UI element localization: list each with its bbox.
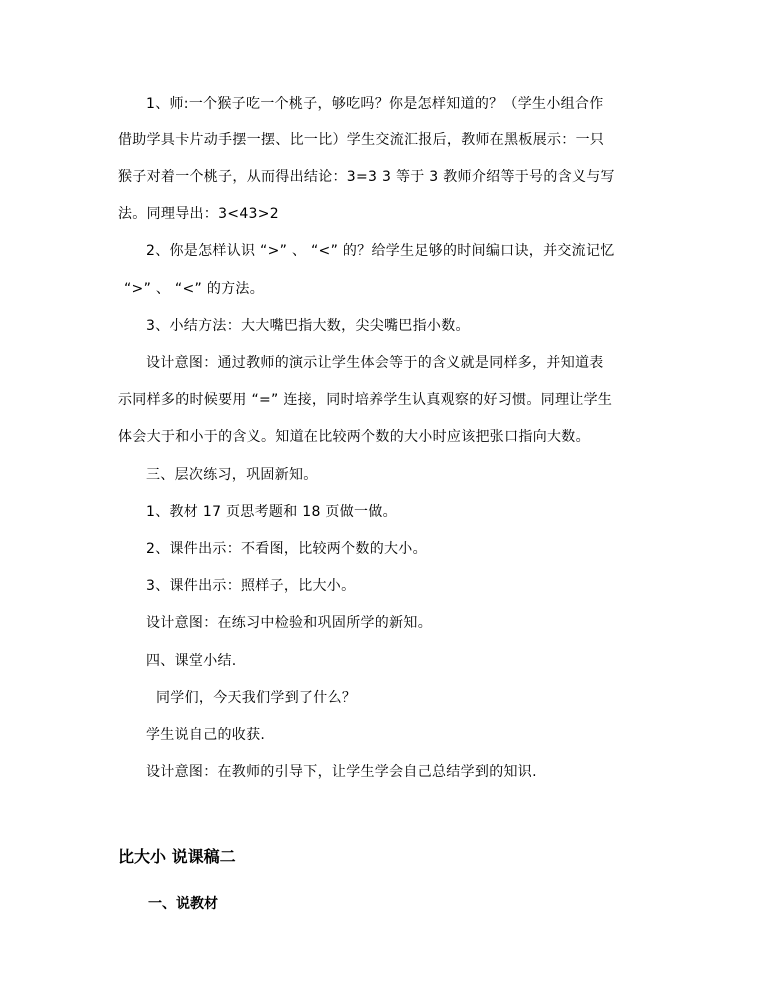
paragraph-line-14: 3、课件出示：照样子，比大小。 <box>146 578 356 594</box>
paragraph-line-15: 设计意图：在练习中检验和巩固所学的新知。 <box>146 615 432 631</box>
paragraph-line-16: 四、课堂小结. <box>146 653 237 669</box>
section-title: 比大小 说课稿二 <box>118 847 236 866</box>
paragraph-line-10: 体会大于和小于的含义。知道在比较两个数的大小时应该把张口指向大数。 <box>118 429 590 445</box>
paragraph-line-9: 示同样多的时候要用 “=” 连接，同时培养学生认真观察的好习惯。同理让学生 <box>118 392 613 408</box>
paragraph-line-5: 2、你是怎样认识 “>” 、 “<” 的？给学生足够的时间编口诀，并交流记忆 <box>146 243 615 259</box>
paragraph-line-17: 同学们，今天我们学到了什么？ <box>156 690 357 706</box>
paragraph-line-8: 设计意图：通过教师的演示让学生体会等于的含义就是同样多，并知道表 <box>146 355 604 371</box>
paragraph-line-19: 设计意图：在教师的引导下，让学生学会自己总结学到的知识. <box>146 764 537 780</box>
paragraph-line-3: 猴子对着一个桃子，从而得出结论：3=3 3 等于 3 教师介绍等于号的含义与写 <box>118 169 615 185</box>
paragraph-line-13: 2、课件出示：不看图，比较两个数的大小。 <box>146 541 427 557</box>
paragraph-line-12: 1、教材 17 页思考题和 18 页做一做。 <box>146 504 397 520</box>
paragraph-line-7: 3、小结方法：大大嘴巴指大数，尖尖嘴巴指小数。 <box>146 318 470 334</box>
paragraph-line-1: 1、师:一个猴子吃一个桃子，够吃吗？你是怎样知道的？（学生小组合作 <box>146 96 604 112</box>
subsection-title: 一、说教材 <box>148 896 218 912</box>
paragraph-line-4: 法。同理导出：3<43>2 <box>118 206 279 222</box>
paragraph-line-2: 借助学具卡片动手摆一摆、比一比）学生交流汇报后，教师在黑板展示：一只 <box>118 132 605 148</box>
paragraph-line-6: “>” 、 “<” 的方法。 <box>124 281 265 297</box>
paragraph-line-11: 三、层次练习，巩固新知。 <box>146 467 318 483</box>
paragraph-line-18: 学生说自己的收获. <box>146 727 266 743</box>
